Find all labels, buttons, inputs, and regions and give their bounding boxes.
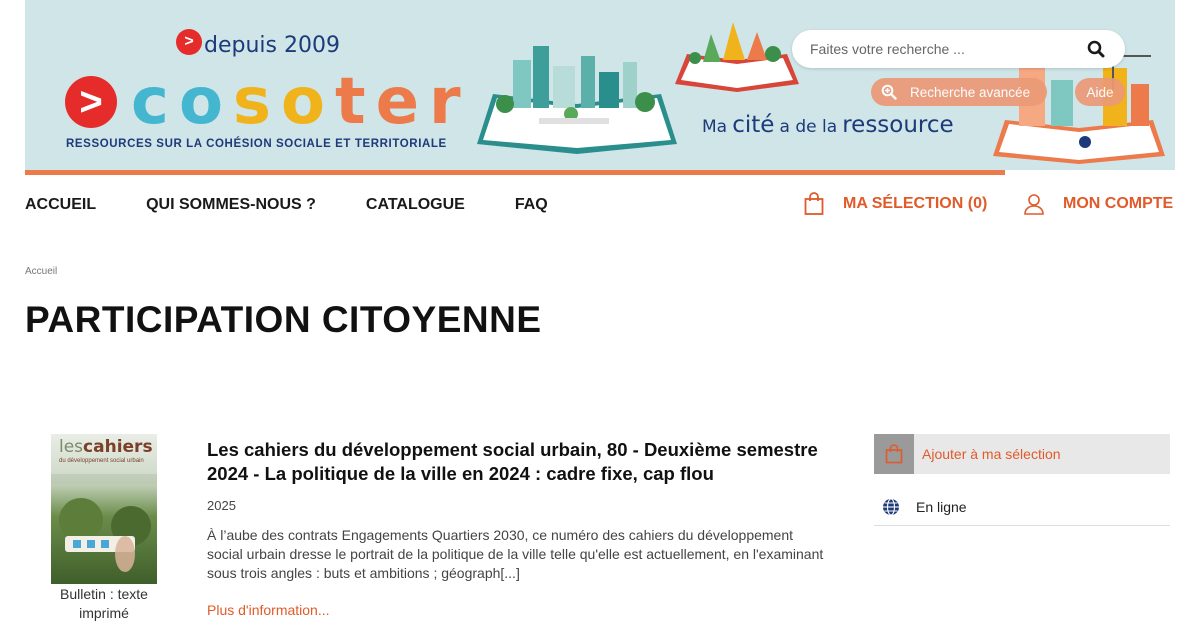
since-label bbox=[176, 30, 340, 60]
logo-letter: c bbox=[131, 65, 179, 139]
logo-letter: o bbox=[281, 65, 335, 139]
logo-mark: > bbox=[65, 76, 117, 128]
advanced-search-label: Recherche avancée bbox=[910, 84, 1031, 100]
logo-letter: r bbox=[428, 65, 471, 139]
result-year: 2025 bbox=[207, 498, 236, 513]
add-to-selection-button[interactable] bbox=[874, 434, 1170, 474]
logo-wordmark bbox=[131, 65, 471, 139]
result-title[interactable]: Les cahiers du développement social urbain, 80 - Deuxième semestre 2024 - La politique de la ville en 2024 : cadre fixe, cap flou bbox=[207, 439, 818, 484]
cover-title-cahiers: cahiers bbox=[83, 437, 153, 457]
my-selection-label: MA SÉLECTION (0) bbox=[843, 195, 988, 212]
nav-item-accueil[interactable]: ACCUEIL bbox=[25, 196, 97, 213]
logo-letter: t bbox=[334, 65, 376, 139]
nav-item-qui-sommes-nous[interactable]: QUI SOMMES-NOUS ? bbox=[146, 196, 316, 213]
add-to-selection-icon-box bbox=[874, 434, 914, 474]
city-book-illustration bbox=[473, 32, 681, 156]
header-banner bbox=[25, 0, 1175, 170]
my-account-label: MON COMPTE bbox=[1063, 195, 1174, 212]
my-selection-link[interactable] bbox=[804, 192, 987, 216]
document-type-label: Bulletin : texte imprimé bbox=[60, 586, 148, 621]
nav-item-catalogue[interactable]: CATALOGUE bbox=[365, 196, 465, 213]
cover-title-les: les bbox=[59, 437, 84, 457]
breadcrumb[interactable]: Accueil bbox=[25, 266, 58, 277]
logo-letter: e bbox=[375, 65, 429, 139]
logo-letter: o bbox=[178, 65, 233, 139]
availability-row bbox=[874, 488, 1170, 526]
search-input[interactable] bbox=[810, 39, 1070, 59]
shopping-bag-icon bbox=[804, 192, 824, 216]
shopping-bag-icon bbox=[885, 444, 903, 464]
search-box bbox=[792, 30, 1125, 68]
slogan-ressource: ressource bbox=[842, 112, 954, 138]
logo-tagline: RESSOURCES SUR LA COHÉSION SOCIALE ET TERRITORIALE bbox=[66, 138, 447, 150]
logo-letter: s bbox=[232, 65, 281, 139]
slogan-cite: cité bbox=[732, 112, 775, 138]
add-to-selection-label: Ajouter à ma sélection bbox=[922, 446, 1061, 462]
availability-label: En ligne bbox=[916, 498, 967, 515]
nav-item-faq[interactable]: FAQ bbox=[514, 196, 548, 213]
banner-underline bbox=[25, 170, 1005, 175]
search-icon[interactable] bbox=[1087, 40, 1105, 58]
help-button[interactable]: Aide bbox=[1075, 78, 1125, 106]
page-title: PARTICIPATION CITOYENNE bbox=[25, 299, 542, 340]
result-description: À l’aube des contrats Engagements Quartiers 2030, ce numéro des cahiers du développement social urbain dresse le portrait de la politique de la ville telle qu'elle est actuellement, en l'examinant sous trois angles : buts et ambitions ; géograph[...] bbox=[207, 527, 824, 581]
globe-icon bbox=[882, 498, 900, 516]
my-account-link[interactable] bbox=[1023, 192, 1173, 216]
more-info-link[interactable]: Plus d'information... bbox=[207, 602, 330, 618]
slogan bbox=[702, 112, 954, 138]
since-text: depuis 2009 bbox=[204, 32, 340, 58]
cover-title bbox=[59, 438, 153, 456]
advanced-search-icon bbox=[881, 84, 897, 100]
village-book-illustration bbox=[673, 14, 801, 94]
slogan-ma: Ma bbox=[702, 117, 728, 137]
cover-subtitle: du développement social urbain bbox=[59, 458, 144, 464]
main-nav bbox=[25, 194, 598, 216]
cosoter-logo[interactable] bbox=[65, 65, 471, 139]
user-icon bbox=[1023, 192, 1045, 216]
result-cover-image[interactable] bbox=[51, 434, 157, 584]
slogan-a-de-la: a de la bbox=[779, 117, 838, 137]
advanced-search-button[interactable] bbox=[871, 78, 1047, 106]
since-badge: > bbox=[176, 29, 202, 55]
